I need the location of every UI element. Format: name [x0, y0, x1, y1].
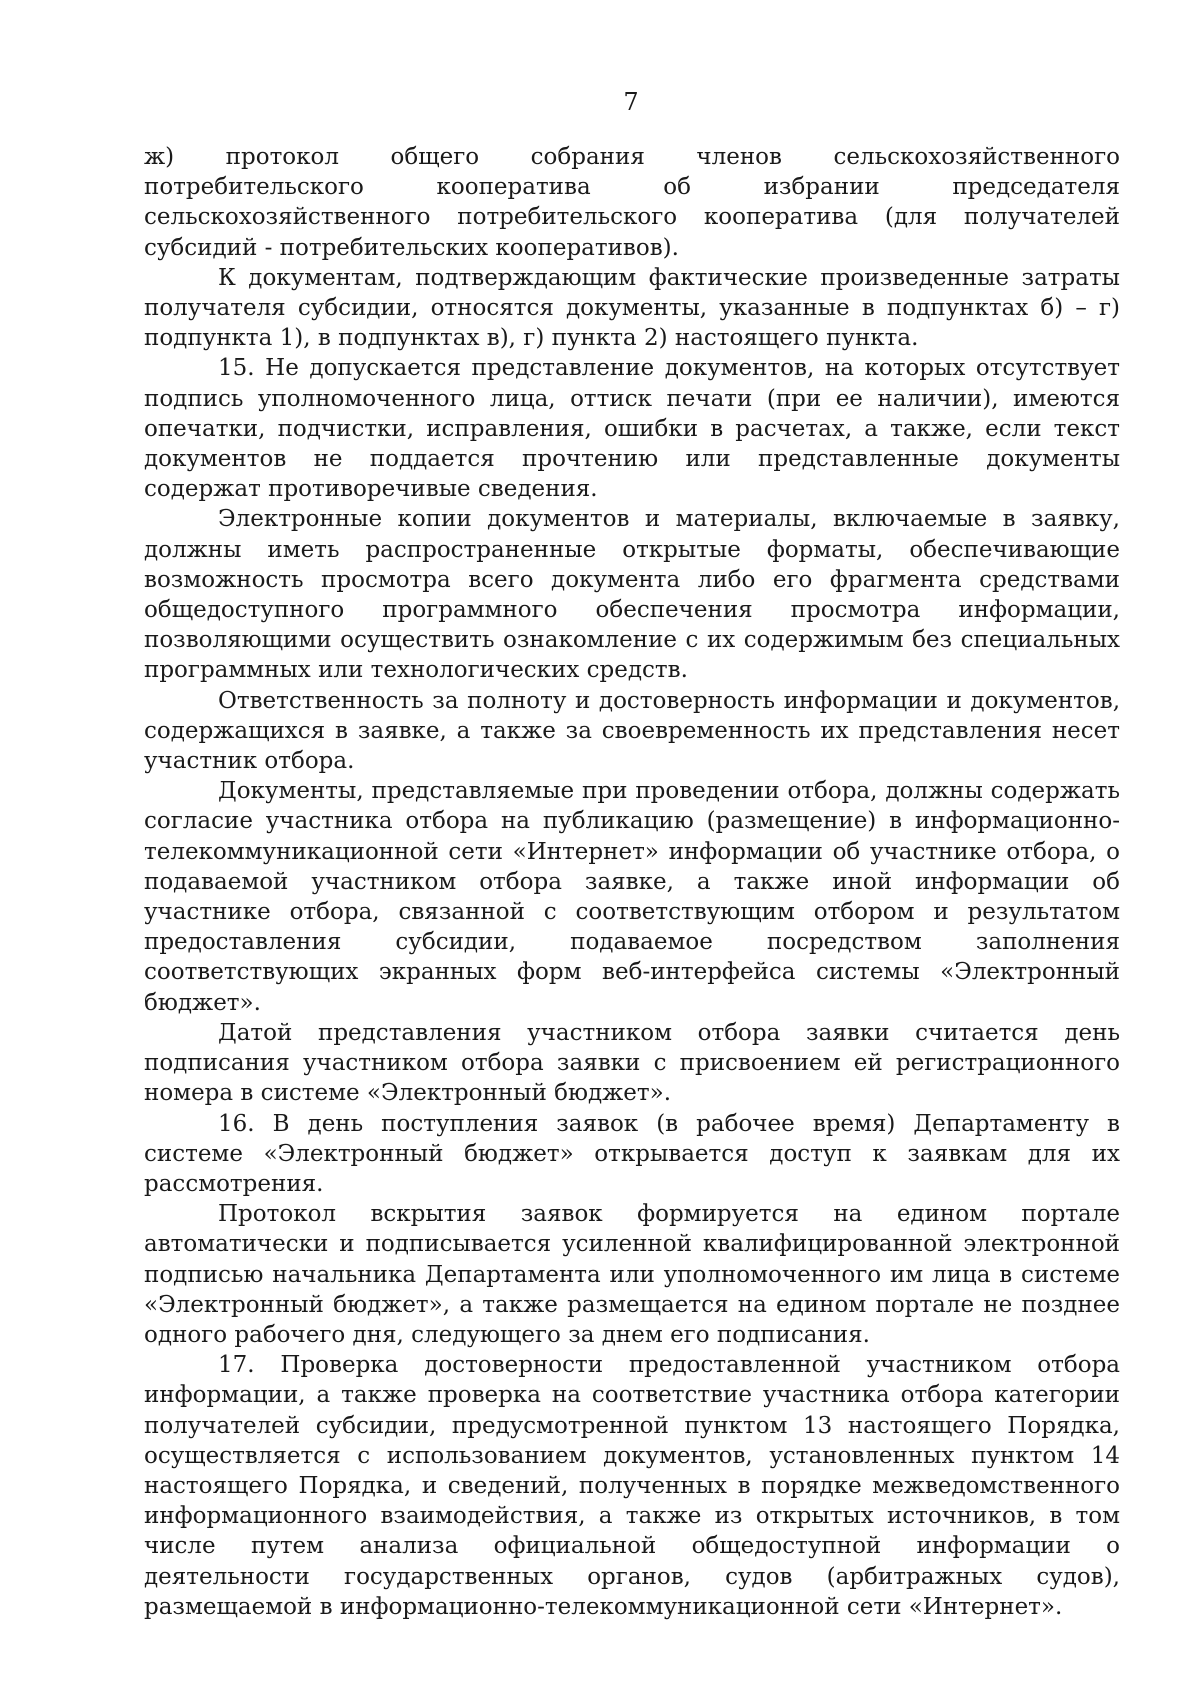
paragraph-cost-documents: К документам, подтверждающим фактические произведенные затраты получателя субсидии, относятся документы, указанные в подпунктах б) – г) подпункта 1), в подпунктах в), г) пункта 2) настоящего пункта. — [144, 264, 1120, 352]
paragraph-item-zh: ж) протокол общего собрания членов сельскохозяйственного потребительского кооператива об избрании председателя сельскохозяйственного потребительского кооператива (для получателей субсидий - потребительских кооперативов). — [144, 144, 1120, 261]
paragraph-17: 17. Проверка достоверности предоставленной участником отбора информации, а также проверка на соответствие участника отбора категории получателей субсидии, предусмотренной пунктом 13 настоящего Порядка, осуществляется с использованием документов, установленных пунктом 14 настоящего Порядка, и сведений, полученных в порядке межведомственного информационного взаимодействия, а также из открытых источников, в том числе путем анализа официальной общедоступной информации о деятельности государственных органов, судов (арбитражных судов), размещаемой в информационно-телекоммуникационной сети «Интернет». — [144, 1352, 1120, 1620]
paragraph-submission-date: Датой представления участником отбора заявки считается день подписания участником отбора заявки с присвоением ей регистрационного номера в системе «Электронный бюджет». — [144, 1019, 1120, 1107]
paragraph-opening-protocol: Протокол вскрытия заявок формируется на едином портале автоматически и подписывается усиленной квалифицированной электронной подписью начальника Департамента или уполномоченного им лица в системе «Электронный бюджет», а также размещается на едином портале не позднее одного рабочего дня, следующего за днем его подписания. — [144, 1201, 1120, 1348]
paragraph-consent: Документы, представляемые при проведении отбора, должны содержать согласие участника отбора на публикацию (размещение) в информационно-телекоммуникационной сети «Интернет» информации об участнике отбора, о подаваемой участником отбора заявке, а также иной информации об участнике отбора, связанной с соответствующим отбором и результатом предоставления субсидии, подаваемое посредством заполнения соответствующих экранных форм веб-интерфейса системы «Электронный бюджет». — [144, 778, 1120, 1016]
page-number: 7 — [623, 88, 639, 116]
paragraph-16: 16. В день поступления заявок (в рабочее время) Департаменту в системе «Электронный бюджет» открывается доступ к заявкам для их рассмотрения. — [144, 1110, 1120, 1197]
paragraph-15: 15. Не допускается представление документов, на которых отсутствует подпись уполномоченного лица, оттиск печати (при ее наличии), имеются опечатки, подчистки, исправления, ошибки в расчетах, а также, если текст документов не поддается прочтению или представленные документы содержат противоречивые сведения. — [144, 355, 1120, 503]
paragraph-responsibility: Ответственность за полноту и достоверность информации и документов, содержащихся в заявке, а также за своевременность их представления несет участник отбора. — [144, 687, 1120, 775]
paragraph-electronic-copies: Электронные копии документов и материалы, включаемые в заявку, должны иметь распространенные открытые форматы, обеспечивающие возможность просмотра всего документа либо его фрагмента средствами общедоступного программного обеспечения просмотра информации, позволяющими осуществить ознакомление с их содержимым без специальных программных или технологических средств. — [144, 506, 1120, 684]
document-body — [144, 142, 1120, 1622]
